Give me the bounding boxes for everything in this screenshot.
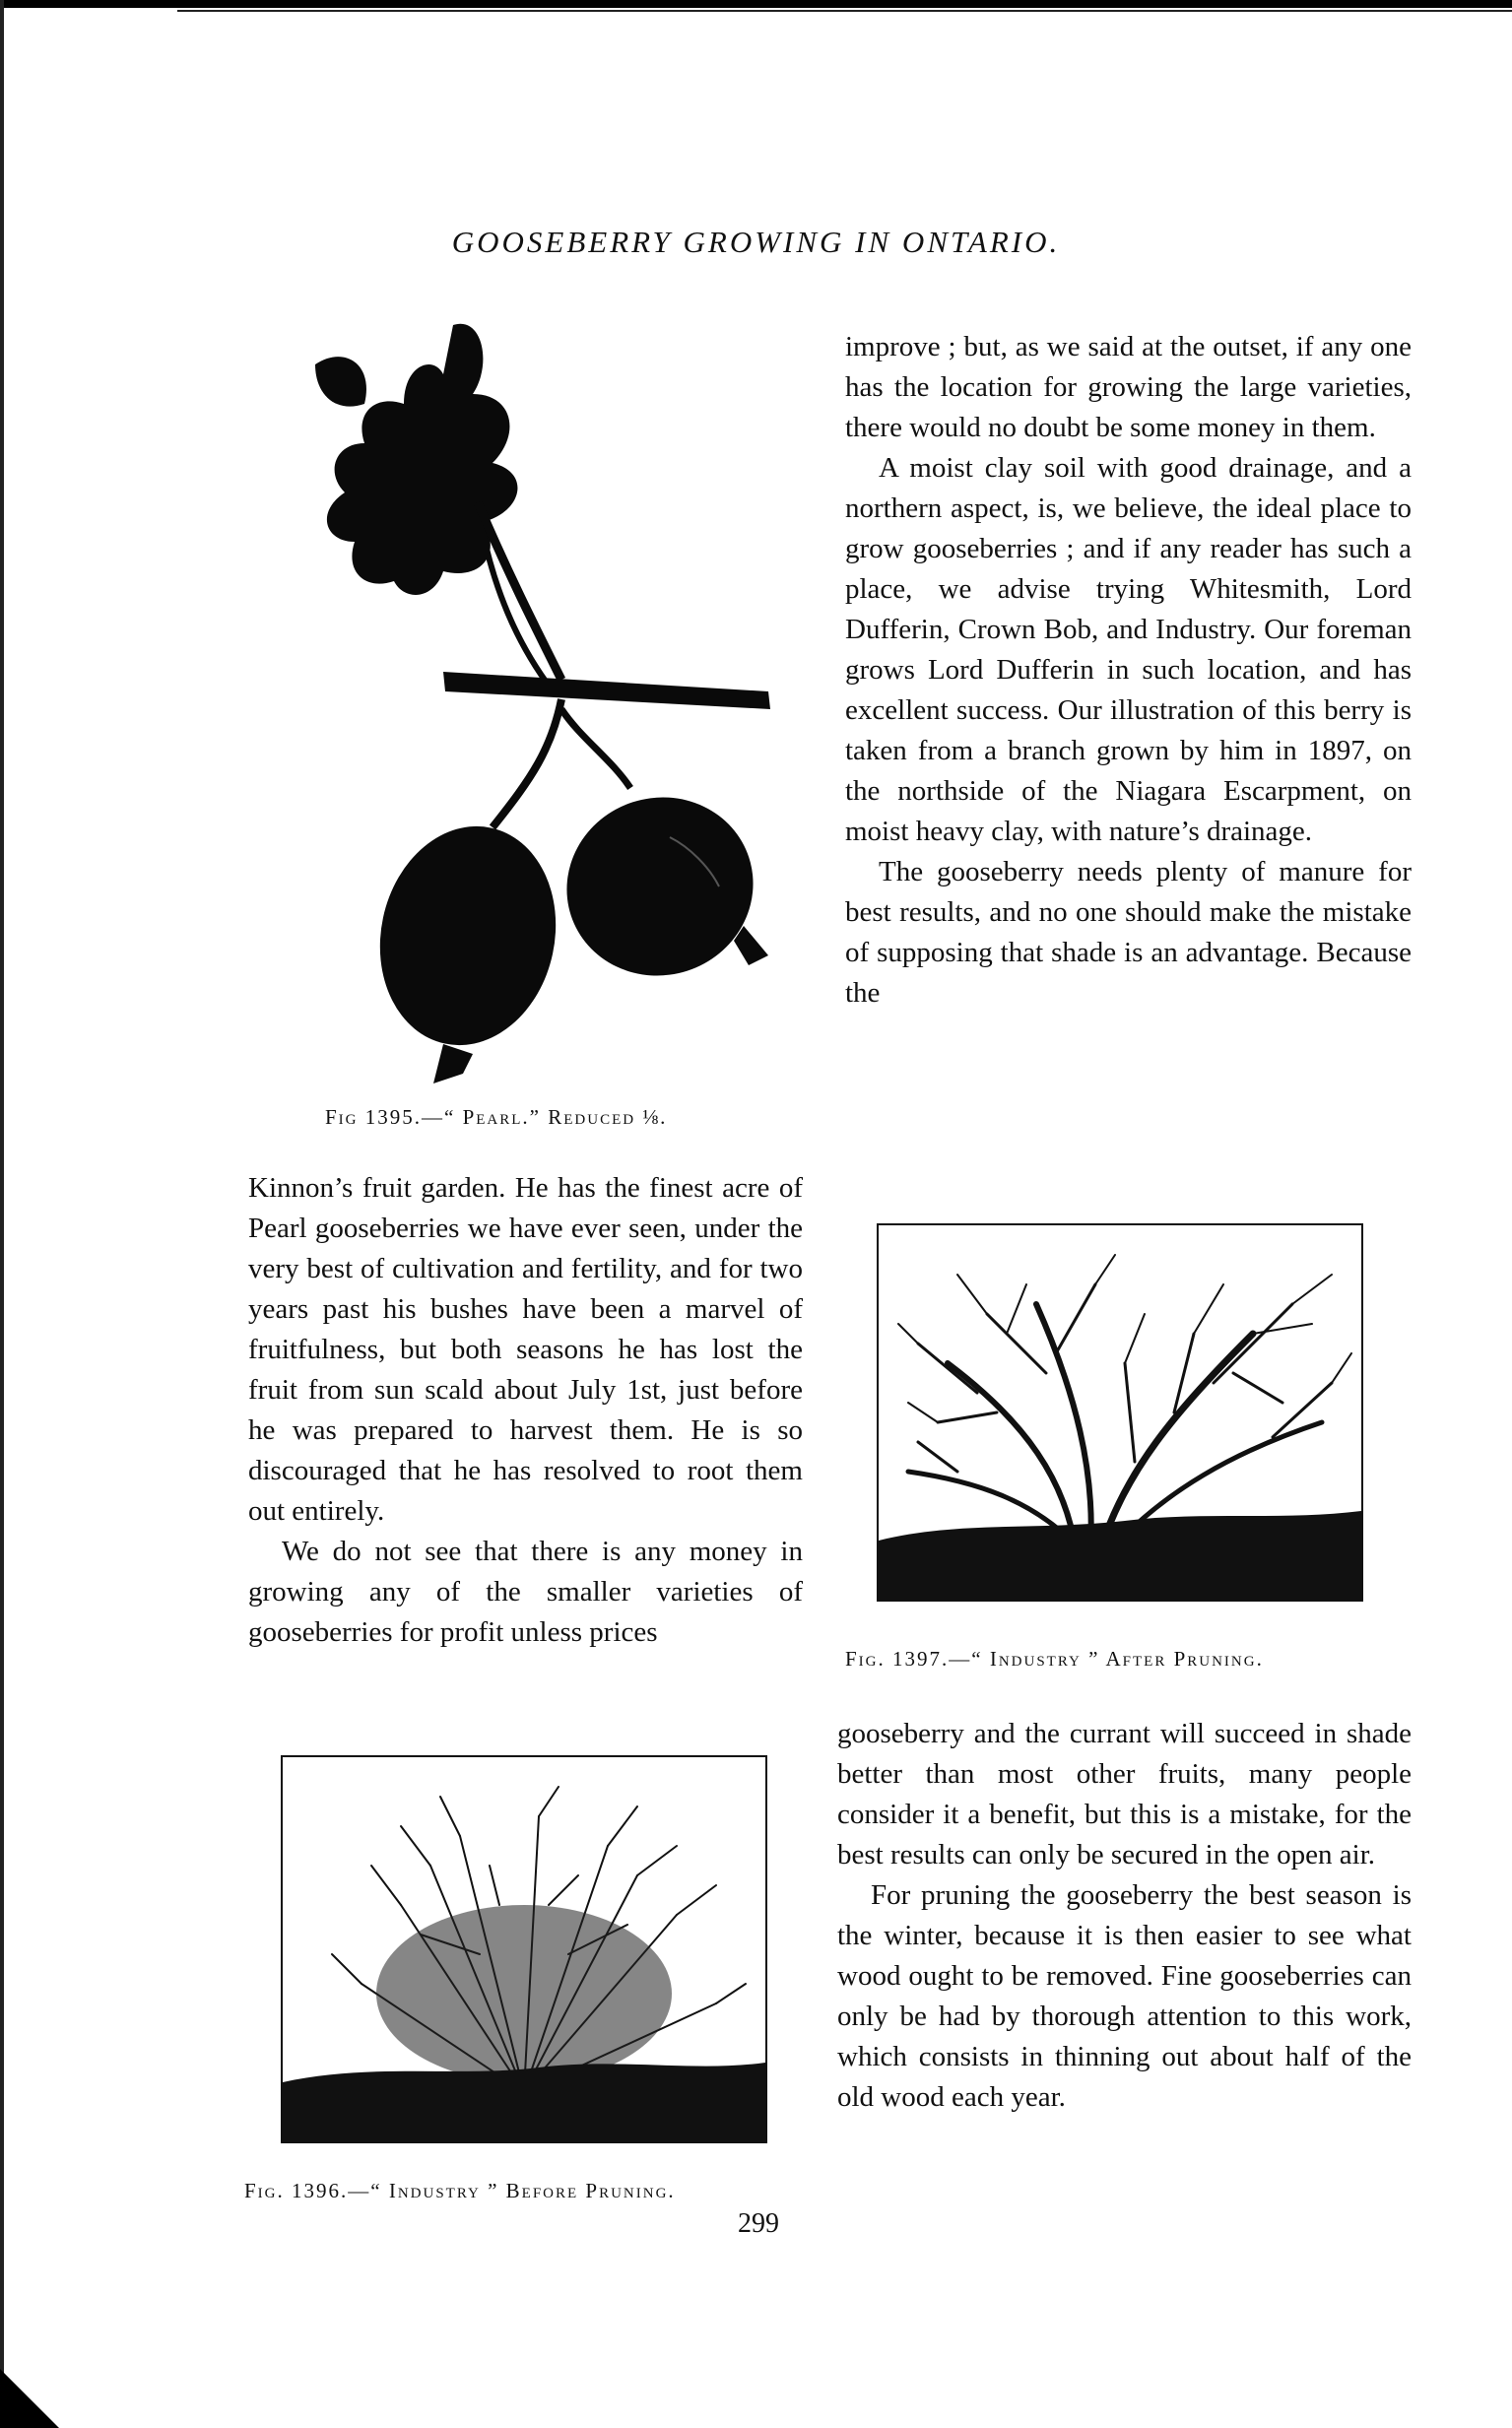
left-scan-edge — [0, 0, 4, 2428]
berry-right — [544, 773, 776, 1000]
bush-photo-before — [283, 1757, 765, 2141]
paragraph: A moist clay soil with good drainage, and a northern aspect, is, we believe, the ideal place to grow gooseberries ; and if any reader has such a place, we advise trying Whitesmith, Lord Dufferin, Crown Bob, and Industry. Our foreman grows Lord Dufferin in such location, and has excellent success. Our illustration of this berry is taken from a branch grown by him in 1897, on the northside of the Niagara Escarpment, on moist heavy clay, with nature’s drainage. — [845, 452, 1412, 847]
branch-silhouette — [443, 672, 770, 709]
right-column-text-bottom — [837, 1714, 1412, 2118]
figure-1396-caption: Fig. 1396.—“ Industry ” Before Pruning. — [244, 2179, 676, 2202]
berry-left — [361, 810, 576, 1062]
paragraph: Kinnon’s fruit garden. He has the finest acre of Pearl gooseberries we have ever seen, under the very best of cultivation and fertility, and for two years past his bushes have been a marvel of fruitfulness, but both seasons he has lost the fruit from sun scald about July 1st, just before he was prepared to harvest them. He is so discouraged that he has resolved to root them out entirely. — [248, 1172, 803, 1527]
figure-1396-industry-before-pruning — [281, 1755, 767, 2143]
scan-corner-shadow — [0, 2369, 59, 2428]
left-column-text — [248, 1168, 803, 1653]
figure-1397-industry-after-pruning — [877, 1223, 1363, 1602]
page-number: 299 — [738, 2208, 779, 2239]
figure-1395-caption: Fig 1395.—“ Pearl.” Reduced ⅛. — [325, 1105, 668, 1129]
paragraph: For pruning the gooseberry the best season is the winter, because it is then easier to see what wood ought to be removed. Fine gooseberries can only be had by thorough attention to this work, which consists in thinning out about half of the old wood each year. — [837, 1879, 1412, 2113]
figure-1397-caption: Fig. 1397.—“ Industry ” After Pruning. — [845, 1647, 1264, 1671]
bush-photo-after — [879, 1225, 1361, 1600]
top-border-thin-rule — [177, 10, 1512, 12]
top-border-rule — [0, 0, 1512, 8]
figure-1395-pearl-gooseberry — [236, 305, 788, 1093]
paragraph: We do not see that there is any money in growing any of the smaller varieties of gooseberries for profit unless prices — [248, 1536, 803, 1648]
paragraph: improve ; but, as we said at the outset, if any one has the location for growing the large varieties, there would no doubt be some money in them. — [845, 331, 1412, 443]
right-column-text-top — [845, 327, 1412, 1014]
paragraph: gooseberry and the currant will succeed in shade better than most other fruits, many people consider it a benefit, but this is a mistake, for the best results can only be secured in the open air. — [837, 1718, 1412, 1870]
paragraph: The gooseberry needs plenty of manure for best results, and no one should make the mistake of supposing that shade is an advantage. Because the — [845, 856, 1412, 1009]
running-title: GOOSEBERRY GROWING IN ONTARIO. — [451, 225, 1061, 259]
